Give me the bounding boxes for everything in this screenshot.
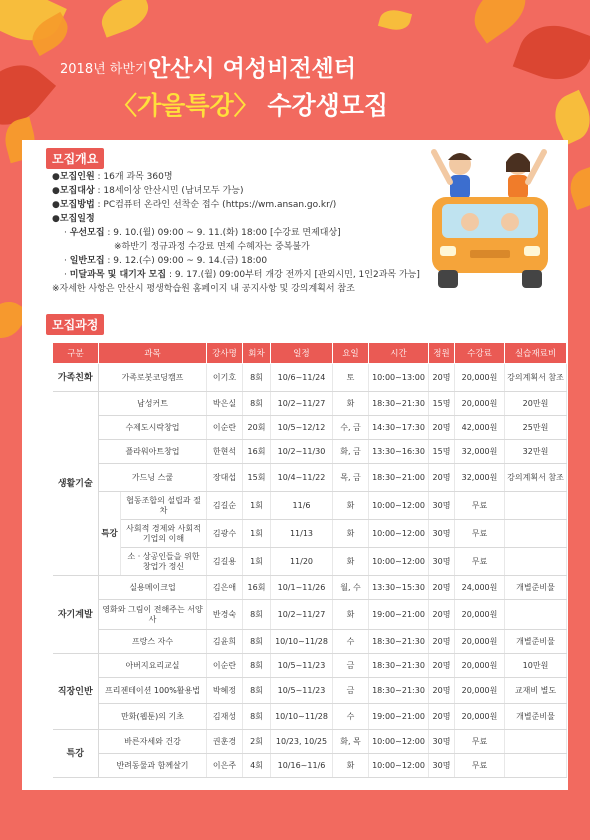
dates-cell: 11/6 [271, 492, 333, 520]
overview-item: ●모집일정 [52, 214, 95, 224]
subject-cell: 가족로봇코딩캠프 [99, 364, 207, 392]
subject-cell: 영화와 그림이 전해주는 서양사 [99, 600, 207, 630]
sessions-cell: 8회 [243, 678, 271, 704]
subject-cell: 가드닝 스쿨 [99, 464, 207, 492]
capacity-cell: 20명 [429, 416, 455, 440]
sessions-cell: 1회 [243, 548, 271, 576]
material-cell [505, 548, 567, 576]
teacher-cell: 이기호 [207, 364, 243, 392]
teacher-cell: 김재성 [207, 704, 243, 730]
material-cell: 32만원 [505, 440, 567, 464]
subject-cell: 사회적 경제와 사회적 기업의 이해 [121, 520, 207, 548]
sessions-cell: 8회 [243, 600, 271, 630]
teacher-cell: 이순란 [207, 416, 243, 440]
time-cell: 18:30~21:00 [369, 464, 429, 492]
sessions-cell: 15회 [243, 464, 271, 492]
table-row [53, 520, 567, 548]
table-row [53, 464, 567, 492]
material-cell [505, 754, 567, 778]
capacity-cell: 20명 [429, 678, 455, 704]
table-row [53, 704, 567, 730]
dates-cell: 10/5~12/12 [271, 416, 333, 440]
overview-item: ●모집대상 : 18세이상 안산시민 (남녀모두 가능) [52, 186, 244, 196]
day-cell: 화 [333, 492, 369, 520]
overview-item: ●모집방법 : PC컴퓨터 온라인 선착순 접수 (https://wm.ansan.go.kr/) [52, 200, 337, 210]
time-cell: 18:30~21:30 [369, 392, 429, 416]
fee-cell: 무료 [455, 520, 505, 548]
schedule-item: · 우선모집 : 9. 10.(월) 09:00 ~ 9. 11.(화) 18:00 [수강료 면제대상] [64, 228, 341, 238]
fee-cell: 20,000원 [455, 678, 505, 704]
teacher-cell: 반경숙 [207, 600, 243, 630]
time-cell: 18:30~21:30 [369, 678, 429, 704]
teacher-cell: 김길순 [207, 492, 243, 520]
teacher-cell: 이순란 [207, 654, 243, 678]
table-row [53, 392, 567, 416]
capacity-cell: 30명 [429, 754, 455, 778]
dates-cell: 10/4~11/22 [271, 464, 333, 492]
header-title [112, 86, 388, 122]
teacher-cell: 박은실 [207, 392, 243, 416]
subject-cell: 협동조합의 설립과 절차 [121, 492, 207, 520]
header-recruit: 수강생모집 [258, 91, 389, 120]
category-cell: 자기계발 [53, 576, 99, 654]
course-table [52, 342, 567, 778]
fee-cell: 42,000원 [455, 416, 505, 440]
fee-cell: 20,000원 [455, 654, 505, 678]
fee-cell: 20,000원 [455, 600, 505, 630]
overview-item: ●모집인원 : 16개 과목 360명 [52, 172, 173, 182]
table-row [53, 678, 567, 704]
teacher-cell: 장대섭 [207, 464, 243, 492]
day-cell: 화, 목 [333, 730, 369, 754]
teacher-cell: 한현석 [207, 440, 243, 464]
poster-header [0, 0, 590, 140]
time-cell: 18:30~21:30 [369, 654, 429, 678]
material-cell: 강의계획서 참조 [505, 464, 567, 492]
car-illustration [420, 142, 560, 292]
schedule-note: ※하반기 정규과정 수강료 면제 수혜자는 중복불가 [114, 242, 310, 252]
sessions-cell: 20회 [243, 416, 271, 440]
capacity-cell: 20명 [429, 600, 455, 630]
capacity-cell: 15명 [429, 392, 455, 416]
fee-cell: 20,000원 [455, 630, 505, 654]
day-cell: 토 [333, 364, 369, 392]
fee-cell: 32,000원 [455, 464, 505, 492]
category-cell: 특강 [53, 730, 99, 778]
material-cell: 10만원 [505, 654, 567, 678]
header-capacity: 정원 [429, 343, 455, 364]
table-row [53, 654, 567, 678]
day-cell: 금 [333, 654, 369, 678]
sessions-cell: 16회 [243, 576, 271, 600]
dates-cell: 10/10~11/28 [271, 704, 333, 730]
category-cell: 생활기술 [53, 392, 99, 576]
header-material: 실습재료비 [505, 343, 567, 364]
sessions-cell: 1회 [243, 492, 271, 520]
day-cell: 화 [333, 754, 369, 778]
table-row [53, 416, 567, 440]
table-row [53, 492, 567, 520]
day-cell: 화 [333, 392, 369, 416]
material-cell [505, 492, 567, 520]
subject-cell: 바른자세와 건강 [99, 730, 207, 754]
subject-cell: 실용메이크업 [99, 576, 207, 600]
teacher-cell: 김길용 [207, 548, 243, 576]
time-cell: 10:00~12:00 [369, 754, 429, 778]
header-subject: 과목 [99, 343, 207, 364]
day-cell: 수 [333, 704, 369, 730]
capacity-cell: 15명 [429, 440, 455, 464]
day-cell: 화 [333, 520, 369, 548]
subject-cell: 플라워아트창업 [99, 440, 207, 464]
day-cell: 화 [333, 548, 369, 576]
table-row [53, 754, 567, 778]
subject-cell: 프리젠테이션 100%활용법 [99, 678, 207, 704]
dates-cell: 10/6~11/24 [271, 364, 333, 392]
time-cell: 19:00~21:00 [369, 704, 429, 730]
subgroup-cell: 특강 [99, 492, 121, 576]
sessions-cell: 2회 [243, 730, 271, 754]
fee-cell: 24,000원 [455, 576, 505, 600]
sessions-cell: 8회 [243, 704, 271, 730]
header-close-bracket: 〉 [233, 91, 259, 120]
dates-cell: 10/2~11/30 [271, 440, 333, 464]
subject-cell: 프랑스 자수 [99, 630, 207, 654]
sessions-cell: 8회 [243, 654, 271, 678]
overview-list [52, 170, 432, 296]
capacity-cell: 20명 [429, 654, 455, 678]
time-cell: 13:30~16:30 [369, 440, 429, 464]
capacity-cell: 20명 [429, 630, 455, 654]
bottom-band [0, 800, 590, 840]
fee-cell: 32,000원 [455, 440, 505, 464]
day-cell: 금 [333, 678, 369, 704]
time-cell: 10:00~12:00 [369, 520, 429, 548]
time-cell: 10:00~12:00 [369, 730, 429, 754]
teacher-cell: 이은주 [207, 754, 243, 778]
sessions-cell: 1회 [243, 520, 271, 548]
header-time: 시간 [369, 343, 429, 364]
capacity-cell: 20명 [429, 364, 455, 392]
material-cell: 20만원 [505, 392, 567, 416]
teacher-cell: 박혜정 [207, 678, 243, 704]
fee-cell: 20,000원 [455, 704, 505, 730]
day-cell: 화 [333, 600, 369, 630]
process-tag: 모집과정 [46, 314, 104, 335]
subject-cell: 아버지요리교실 [99, 654, 207, 678]
fee-cell: 무료 [455, 730, 505, 754]
fee-cell: 20,000원 [455, 392, 505, 416]
sessions-cell: 8회 [243, 392, 271, 416]
material-cell: 개별준비물 [505, 576, 567, 600]
header-subtitle: 2018년 하반기 [60, 62, 148, 77]
table-row [53, 440, 567, 464]
header-center-name: 안산시 여성비전센터 [148, 56, 356, 82]
header-fee: 수강료 [455, 343, 505, 364]
sessions-cell: 4회 [243, 754, 271, 778]
subject-cell: 만화(웹툰)의 기초 [99, 704, 207, 730]
dates-cell: 10/2~11/27 [271, 600, 333, 630]
time-cell: 10:00~12:00 [369, 548, 429, 576]
capacity-cell: 20명 [429, 576, 455, 600]
course-table-body [53, 364, 567, 778]
material-cell: 개별준비물 [505, 704, 567, 730]
header-category: 구분 [53, 343, 99, 364]
dates-cell: 10/23, 10/25 [271, 730, 333, 754]
table-row [53, 364, 567, 392]
overview-footnote: ※자세한 사항은 안산시 평생학습원 홈페이지 내 공지사항 및 강의계획서 참조 [52, 284, 355, 294]
time-cell: 10:00~13:00 [369, 364, 429, 392]
capacity-cell: 30명 [429, 520, 455, 548]
subject-cell: 남성커트 [99, 392, 207, 416]
day-cell: 목, 금 [333, 464, 369, 492]
header-dates: 일정 [271, 343, 333, 364]
table-row [53, 548, 567, 576]
category-cell: 직장인반 [53, 654, 99, 730]
overview-tag: 모집개요 [46, 148, 104, 169]
day-cell: 월, 수 [333, 576, 369, 600]
table-row [53, 730, 567, 754]
content-panel [22, 140, 568, 790]
time-cell: 10:00~12:00 [369, 492, 429, 520]
material-cell [505, 520, 567, 548]
dates-cell: 11/13 [271, 520, 333, 548]
fee-cell: 20,000원 [455, 364, 505, 392]
material-cell [505, 600, 567, 630]
header-teacher: 강사명 [207, 343, 243, 364]
schedule-item: · 미달과목 및 대기자 모집 : 9. 17.(월) 09:00부터 개강 전까지 [관외시민, 1인2과목 가능] [64, 270, 420, 280]
table-header-row [53, 343, 567, 364]
teacher-cell: 김은애 [207, 576, 243, 600]
capacity-cell: 30명 [429, 730, 455, 754]
teacher-cell: 권훈경 [207, 730, 243, 754]
subject-cell: 수제도시락창업 [99, 416, 207, 440]
day-cell: 수 [333, 630, 369, 654]
header-day: 요일 [333, 343, 369, 364]
dates-cell: 10/16~11/6 [271, 754, 333, 778]
capacity-cell: 30명 [429, 492, 455, 520]
capacity-cell: 30명 [429, 548, 455, 576]
material-cell: 교재비 별도 [505, 678, 567, 704]
header-sessions: 회차 [243, 343, 271, 364]
dates-cell: 11/20 [271, 548, 333, 576]
capacity-cell: 20명 [429, 464, 455, 492]
dates-cell: 10/10~11/28 [271, 630, 333, 654]
header-highlight: 가을특강 [137, 91, 234, 120]
table-row [53, 600, 567, 630]
dates-cell: 10/2~11/27 [271, 392, 333, 416]
capacity-cell: 20명 [429, 704, 455, 730]
fee-cell: 무료 [455, 548, 505, 576]
day-cell: 화, 금 [333, 440, 369, 464]
teacher-cell: 김윤희 [207, 630, 243, 654]
subject-cell: 소 · 상공인들을 위한 창업가 정신 [121, 548, 207, 576]
table-row [53, 630, 567, 654]
material-cell: 강의계획서 참조 [505, 364, 567, 392]
material-cell [505, 730, 567, 754]
subject-cell: 반려동물과 함께살기 [99, 754, 207, 778]
material-cell: 25만원 [505, 416, 567, 440]
dates-cell: 10/1~11/26 [271, 576, 333, 600]
time-cell: 14:30~17:30 [369, 416, 429, 440]
category-cell: 가족친화 [53, 364, 99, 392]
sessions-cell: 8회 [243, 630, 271, 654]
table-row [53, 576, 567, 600]
schedule-item: · 일반모집 : 9. 12.(수) 09:00 ~ 9. 14.(금) 18:00 [64, 256, 268, 266]
header-open-bracket: 〈 [112, 91, 138, 120]
fee-cell: 무료 [455, 754, 505, 778]
sessions-cell: 8회 [243, 364, 271, 392]
fee-cell: 무료 [455, 492, 505, 520]
dates-cell: 10/5~11/23 [271, 678, 333, 704]
material-cell: 개별준비물 [505, 630, 567, 654]
dates-cell: 10/5~11/23 [271, 654, 333, 678]
day-cell: 수, 금 [333, 416, 369, 440]
time-cell: 18:30~21:30 [369, 630, 429, 654]
sessions-cell: 16회 [243, 440, 271, 464]
teacher-cell: 김광수 [207, 520, 243, 548]
time-cell: 19:00~21:00 [369, 600, 429, 630]
time-cell: 13:30~15:30 [369, 576, 429, 600]
